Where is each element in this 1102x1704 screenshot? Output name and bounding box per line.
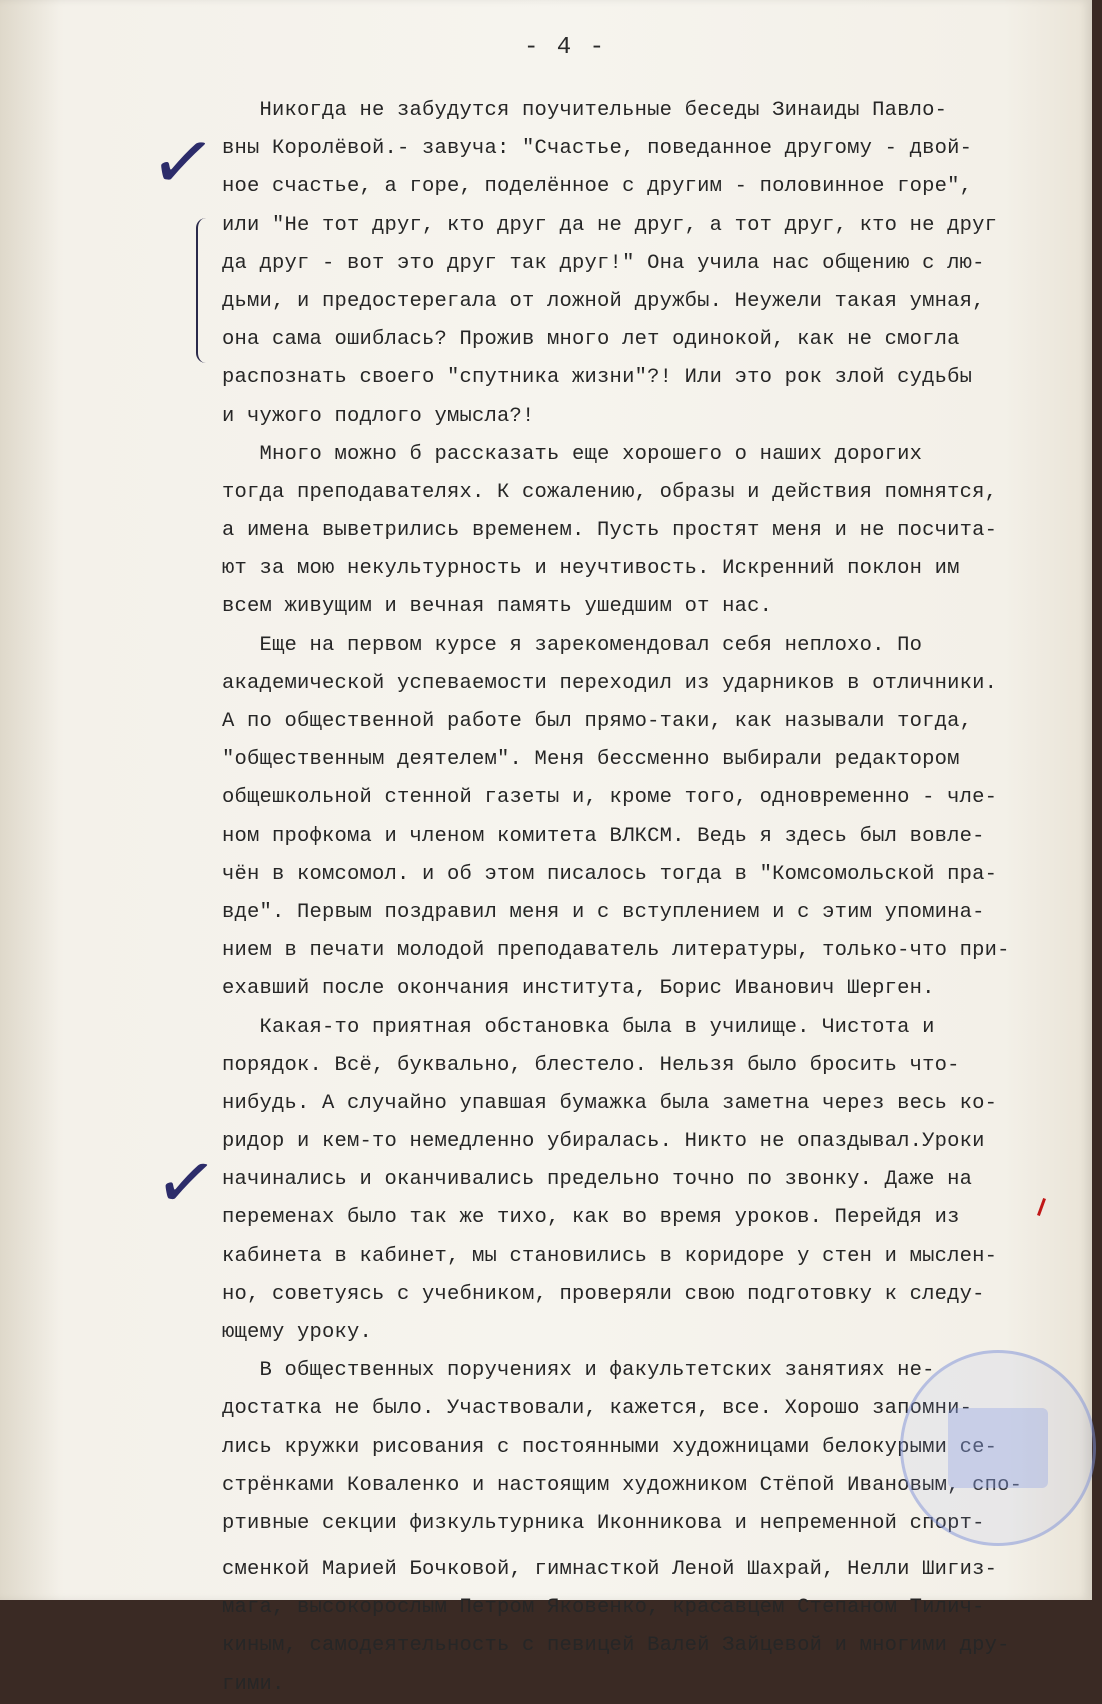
text-line: ное счастье, а горе, поделённое с другим - половинное горе",	[222, 175, 973, 199]
text-line: начинались и оканчивались предельно точно по звонку. Даже на	[222, 1168, 973, 1192]
text-line: а имена выветрились временем. Пусть простят меня и не посчита-	[222, 519, 998, 543]
text-line: ном профкома и членом комитета ВЛКСМ. Ведь я здесь был вовле-	[222, 824, 985, 848]
text-line: да друг - вот это друг так друг!" Она учила нас общению с лю-	[222, 251, 985, 275]
text-line: кабинета в кабинет, мы становились в коридоре у стен и мыслен-	[222, 1244, 998, 1268]
text-line: нием в печати молодой преподаватель литературы, только-что при-	[222, 939, 1010, 963]
text-line: Никогда не забудутся поучительные беседы Зинаиды Павло-	[222, 99, 948, 122]
building-icon	[948, 1408, 1048, 1488]
text-line: мага, высокорослым Петром Яковенко, красавцем Степаном Тилич-	[222, 1596, 985, 1620]
text-line: лись кружки рисования с постоянными художницами белокурыми се-	[222, 1435, 998, 1459]
text-line: ехавший после окончания института, Борис Иванович Шерген.	[222, 977, 935, 1001]
text-line: но, советуясь с учебником, проверяли свою подготовку к следу-	[222, 1282, 985, 1306]
text-line: Какая-то приятная обстановка была в училище. Чистота и	[222, 1015, 935, 1039]
text-line: ридор и кем-то немедленно убиралась. Никто не опаздывал.Уроки	[222, 1130, 985, 1154]
text-line: киным, самодеятельность с певицей Валей Зайцевой и многими дру-	[222, 1634, 1010, 1658]
checkmark-icon: ✓	[149, 1136, 223, 1230]
binding-edge	[0, 0, 60, 1600]
text-line: тогда преподавателях. К сожалению, образы и действия помнятся,	[222, 480, 998, 504]
text-line: дьми, и предостерегала от ложной дружбы. Неужели такая умная,	[222, 289, 985, 313]
text-line: вны Королёвой.- завуча: "Счастье, поведанное другому - двой-	[222, 137, 973, 161]
text-line: она сама ошиблась? Прожив много лет одинокой, как не смогла	[222, 328, 960, 352]
text-line: Еще на первом курсе я зарекомендовал себя неплохо. По	[222, 633, 923, 657]
text-line: ющему уроку.	[222, 1321, 373, 1344]
text-line: А по общественной работе был прямо-таки, как называли тогда,	[222, 710, 973, 733]
library-stamp	[900, 1350, 1096, 1546]
text-line: распознать своего "спутника жизни"?! Или это рок злой судьбы	[222, 366, 973, 390]
text-line: ют за мою некультурность и неучтивость. Искренний поклон им	[222, 557, 960, 581]
text-line: вде". Первым поздравил меня и с вступлением и с этим упомина-	[222, 900, 985, 924]
checkmark-icon: ✓	[144, 113, 222, 213]
text-line: достатка не было. Участвовали, кажется, все. Хорошо запомни-	[222, 1397, 973, 1421]
text-line: В общественных поручениях и факультетских занятиях не-	[222, 1359, 935, 1383]
text-line: нибудь. А случайно упавшая бумажка была заметна через весь ко-	[222, 1091, 998, 1115]
page-number: - 4 -	[523, 34, 606, 61]
text-line: "общественным деятелем". Меня бессменно выбирали редактором	[222, 748, 960, 772]
text-line: Много можно б рассказать еще хорошего о наших дорогих	[222, 442, 923, 466]
text-line: общешкольной стенной газеты и, кроме того, одновременно - чле-	[222, 786, 998, 810]
text-line: переменах было так же тихо, как во время уроков. Перейдя из	[222, 1206, 960, 1230]
text-line: академической успеваемости переходил из ударников в отличники.	[222, 671, 998, 695]
text-line: всем живущим и вечная память ушедшим от нас.	[222, 595, 773, 619]
text-line: стрёнками Коваленко и настоящим художником Стёпой Ивановым, спо-	[222, 1473, 1023, 1497]
margin-bracket	[196, 218, 214, 363]
text-line: чён в комсомол. и об этом писалось тогда в "Комсомольской пра-	[222, 862, 998, 886]
text-line: или "Не тот друг, кто друг да не друг, а тот друг, кто не друг	[222, 213, 998, 237]
text-line: гими.	[222, 1672, 285, 1696]
text-line: сменкой Марией Бочковой, гимнасткой Леной Шахрай, Нелли Шигиз-	[222, 1557, 998, 1581]
text-line: и чужого подлого умысла?!	[222, 404, 535, 428]
text-line: порядок. Всё, буквально, блестело. Нельзя было бросить что-	[222, 1053, 960, 1077]
text-line: ртивные секции физкультурника Иконникова и непременной спорт-	[222, 1511, 985, 1535]
